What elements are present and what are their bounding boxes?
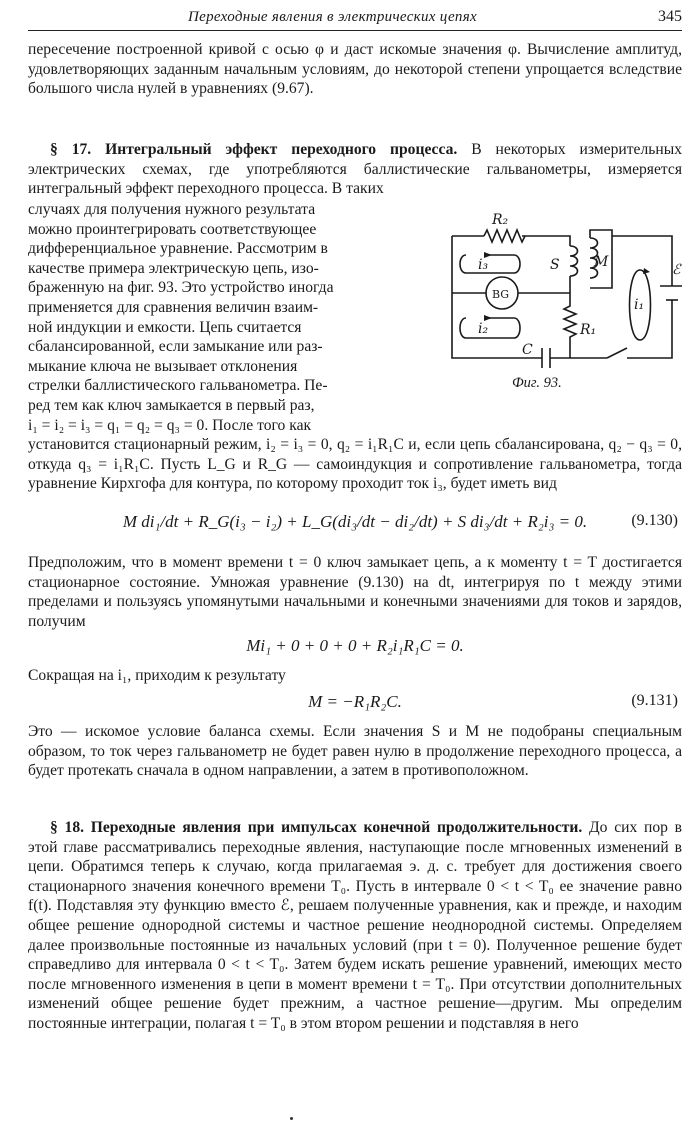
narrow-line: дифференциальное уравнение. Рассмотрим в <box>28 240 328 258</box>
section-18-heading: § 18. Переходные явления при импульсах конечной продолжительности. <box>50 819 583 836</box>
equation-9-130-label: (9.130) <box>631 512 678 529</box>
narrow-line: i₁ = i₂ = i₃ = q₁ = q₂ = q₃ = 0. После того как <box>28 416 312 434</box>
header-title: Переходные явления в электрических цепях <box>188 9 477 25</box>
equation-9-131 <box>28 692 682 712</box>
equation-9-131-label: (9.131) <box>631 692 678 709</box>
section-18-body: До сих пор в этой главе рассматривались переходные явления, наступающие после мгновенных изменений в цепи. Обратимся теперь к случаю, когда прилагаемая э. д. с. требует для достижения своего стационарного значения конечного времени T₀. Пусть в интервале 0 < t < T₀ ее значение равно f(t). Подставляя эту функцию вместо ℰ, решаем полученные уравнения, как и прежде, и находим общее решение однородной системы и частное решение неоднородной системы. Определяем далее произвольные постоянные из начальных условий (при t = 0). Полученное решение будет справедливо для интервала 0 < t < T₀. Затем будем искать решение уравнений, имеющих место после мгновенного изменения в цепи в момент времени t = T₀. При отсутствии дополнительных изменений общее решение будет прежним, а частное решение—другим. Мы определим постоянные интеграции, полагая t = T₀ в этом втором решении и подставляя в него <box>28 819 683 1032</box>
section-18 <box>28 818 682 1034</box>
narrow-line: ред тем как ключ замыкается в первый раз, <box>28 396 315 414</box>
label-m: M <box>594 254 609 270</box>
narrow-line: применяется для сравнения величин взаим- <box>28 298 319 316</box>
section-17-after-figure: установится стационарный режим, i₂ = i₃ = 0, q₂ = i₁R₁C и, если цепь сбалансирована, q₂ − q₃ = 0, откуда q₃ = i₁R₁C. Пусть L_G и R_G — самоиндукция и сопротивление гальванометра, тогда уравнение Кирхгофа для контура, по которому проходит ток i₃, будет иметь вид <box>28 436 682 493</box>
page-number: 345 <box>658 8 682 25</box>
label-r1: R₁ <box>580 322 597 338</box>
section-17-narrow-text <box>28 200 410 435</box>
narrow-line: стрелки баллистического гальванометра. Пе- <box>28 377 328 395</box>
label-bg: BG <box>492 288 510 301</box>
section-17-lead-text: В некоторых измерительных электрических схемах, где употребляются баллистические гальванометры, измеряется интегральный эффект переходного процесса. В таких <box>28 141 682 198</box>
circuit-diagram <box>422 208 682 368</box>
figure-caption: Фиг. 93. <box>512 375 562 391</box>
intro-paragraph: пересечение построенной кривой с осью φ и даст искомые значения φ. Вычисление амплитуд, удовлетворяющих заданным начальным условиям, до некоторой степени упрощается вследствие большого числа нулей в уравнениях (9.67). <box>28 41 682 98</box>
section-17-para4: Это — искомое условие баланса схемы. Если значения S и M не подобраны специальным образом, то ток через гальванометр не будет равен нулю в продолжение переходного процесса, а будет протекать сначала в одном направлении, а затем в противоположном. <box>28 723 682 780</box>
narrow-line: ной индукции и емкости. Цепь считается <box>28 318 302 336</box>
narrow-line: мыкание ключа не вызывает отклонения <box>28 357 298 375</box>
section-17-heading: § 17. Интегральный эффект переходного процесса. <box>50 141 458 158</box>
figure-93-circuit <box>422 208 682 398</box>
section-17-lead <box>28 140 682 199</box>
equation-9-131-body: M = −R₁R₂C. <box>308 692 402 711</box>
running-header <box>28 6 682 31</box>
equation-9-130 <box>28 512 682 532</box>
narrow-line: качестве примера электрическую цепь, изо- <box>28 259 319 277</box>
page-mark <box>290 1117 293 1120</box>
equation-mid: Mi₁ + 0 + 0 + 0 + R₂i₁R₁C = 0. <box>246 636 464 655</box>
section-17-para3: Сокращая на i₁, приходим к результату <box>28 667 286 684</box>
label-r2: R₂ <box>492 212 509 228</box>
section-17-para2: Предположим, что в момент времени t = 0 ключ замыкает цепь, а к моменту t = T достигается стационарное состояние. Умножая уравнение (9.130) на dt, интегрируя по t между этими пределами и пользуясь упомянутыми начальными и конечными значениями для токов и зарядов, получим <box>28 554 682 630</box>
label-i1: i₁ <box>634 297 645 313</box>
narrow-line: сбалансированной, если замыкание или раз- <box>28 338 323 356</box>
narrow-line: случаях для получения нужного результата <box>28 201 316 218</box>
narrow-line: можно проинтегрировать соответствующее <box>28 220 317 238</box>
label-i2: i₂ <box>478 321 489 337</box>
equation-9-130-body: M di₁/dt + R_G(i₃ − i₂) + L_G(di₃/dt − di₂/dt) + S di₃/dt + R₂i₃ = 0. <box>122 512 588 531</box>
label-i3: i₃ <box>478 257 489 273</box>
label-c: C <box>522 342 533 358</box>
narrow-line: браженную на фиг. 93. Это устройство иногда <box>28 279 334 297</box>
label-emf: ℰ <box>672 262 681 278</box>
label-s: S <box>550 257 560 273</box>
